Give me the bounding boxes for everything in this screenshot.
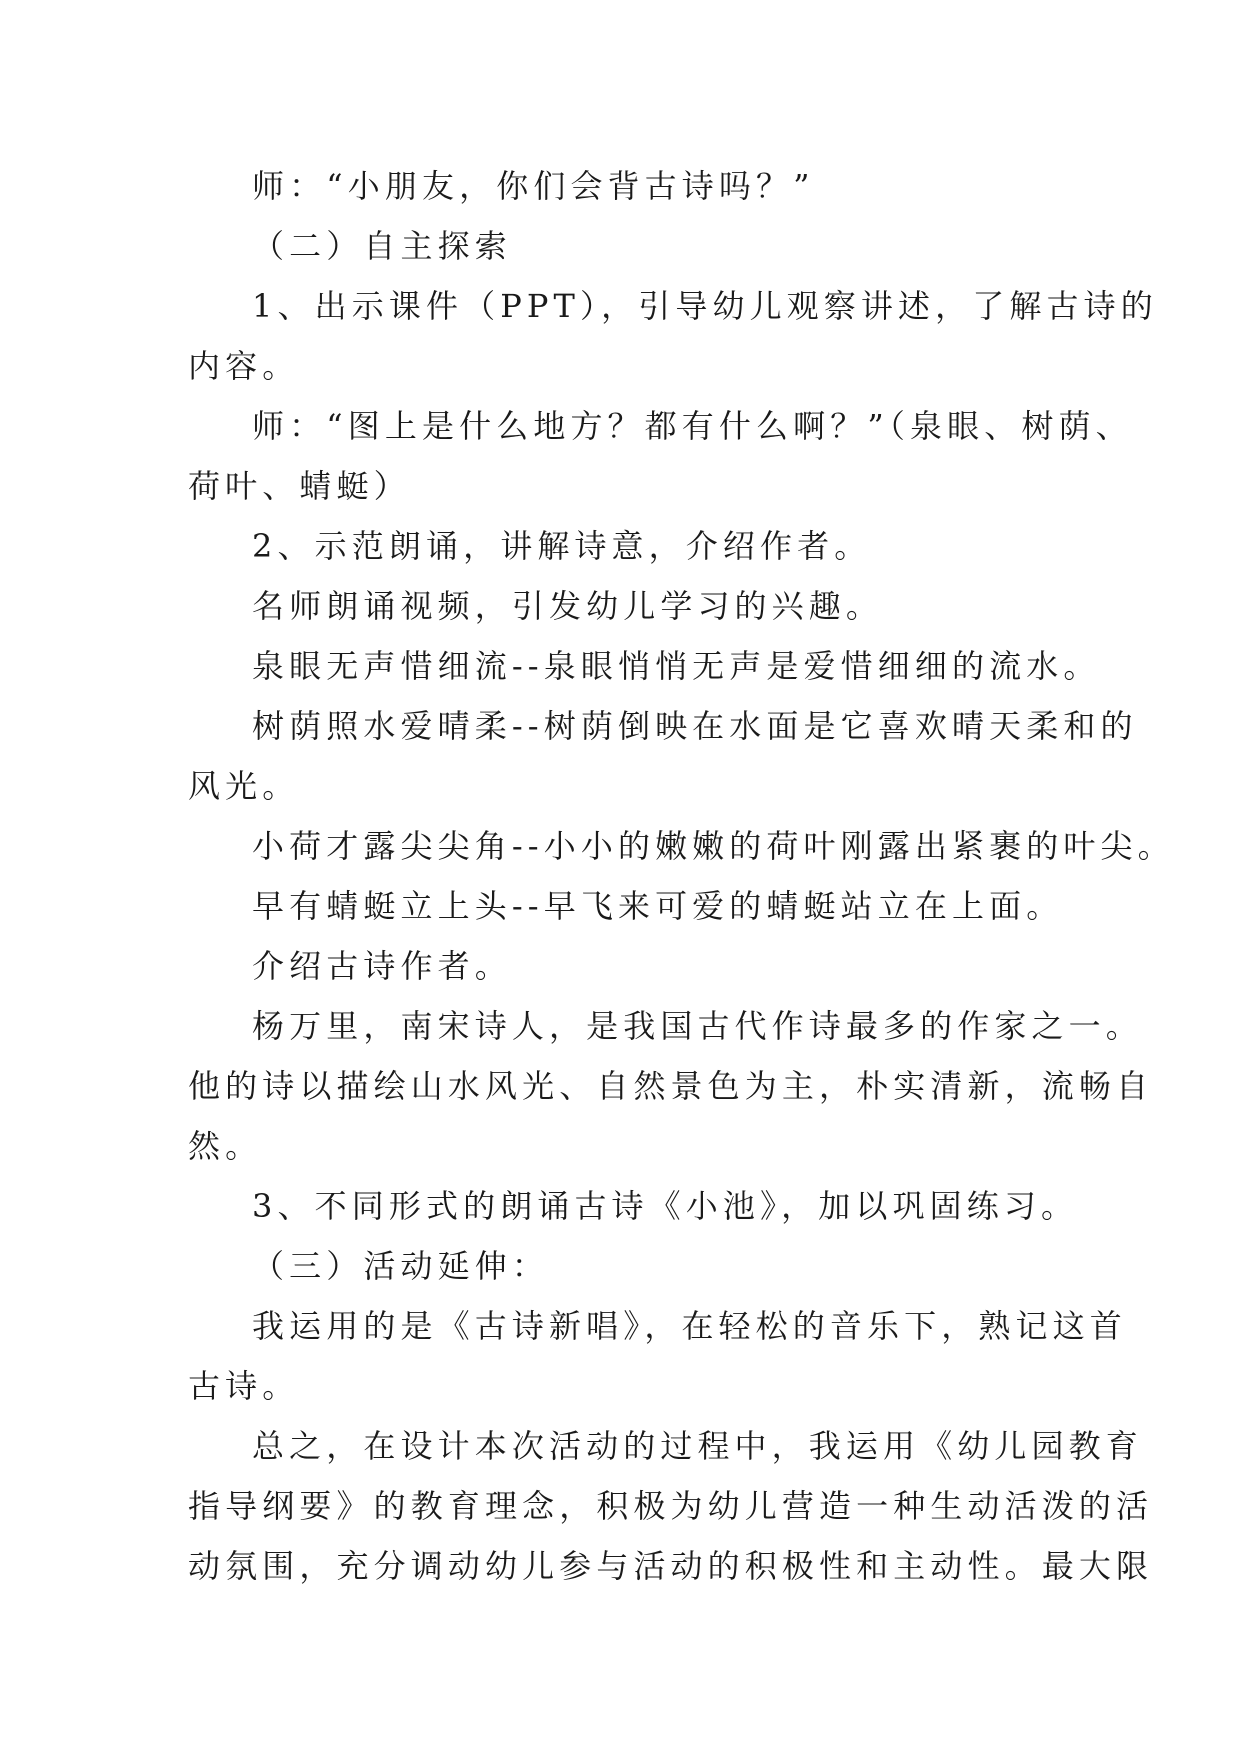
- poem-line: 早有蜻蜓立上头--早飞来可爱的蜻蜓站立在上面。: [252, 887, 1064, 925]
- text-line: 动氛围，充分调动幼儿参与活动的积极性和主动性。最大限: [188, 1547, 1154, 1585]
- poem-line: 泉眼无声惜细流--泉眼悄悄无声是爱惜细细的流水。: [252, 647, 1101, 685]
- text-line: 古诗。: [188, 1367, 300, 1405]
- text-line: 风光。: [188, 767, 300, 805]
- text-line: 介绍古诗作者。: [252, 947, 512, 985]
- text-line: 指导纲要》的教育理念，积极为幼儿营造一种生动活泼的活: [188, 1487, 1154, 1525]
- section-heading: （三）活动延伸：: [252, 1247, 549, 1285]
- poem-line: 小荷才露尖尖角--小小的嫩嫩的荷叶刚露出紧裹的叶尖。: [252, 827, 1175, 865]
- text-line: 师：“图上是什么地方？都有什么啊？”（泉眼、树荫、: [252, 407, 1133, 445]
- text-line: 他的诗以描绘山水风光、自然景色为主，朴实清新，流畅自: [188, 1067, 1154, 1105]
- text-line: 3、不同形式的朗诵古诗《小池》，加以巩固练习。: [252, 1187, 1079, 1225]
- text-line: 总之，在设计本次活动的过程中，我运用《幼儿园教育: [252, 1427, 1143, 1465]
- text-line: 2、示范朗诵，讲解诗意，介绍作者。: [252, 527, 872, 565]
- text-line: 名师朗诵视频，引发幼儿学习的兴趣。: [252, 587, 884, 625]
- text-line: 我运用的是《古诗新唱》，在轻松的音乐下，熟记这首: [252, 1307, 1127, 1345]
- section-heading: （二）自主探索: [252, 227, 512, 265]
- text-line: 师：“小朋友，你们会背古诗吗？”: [252, 167, 815, 205]
- text-line: 1、出示课件（PPT），引导幼儿观察讲述，了解古诗的: [252, 287, 1158, 325]
- poem-line: 树荫照水爱晴柔--树荫倒映在水面是它喜欢晴天柔和的: [252, 707, 1138, 745]
- text-line: 内容。: [188, 347, 300, 385]
- text-line: 杨万里，南宋诗人，是我国古代作诗最多的作家之一。: [252, 1007, 1143, 1045]
- text-line: 然。: [188, 1127, 263, 1165]
- text-line: 荷叶、蜻蜓）: [188, 467, 411, 505]
